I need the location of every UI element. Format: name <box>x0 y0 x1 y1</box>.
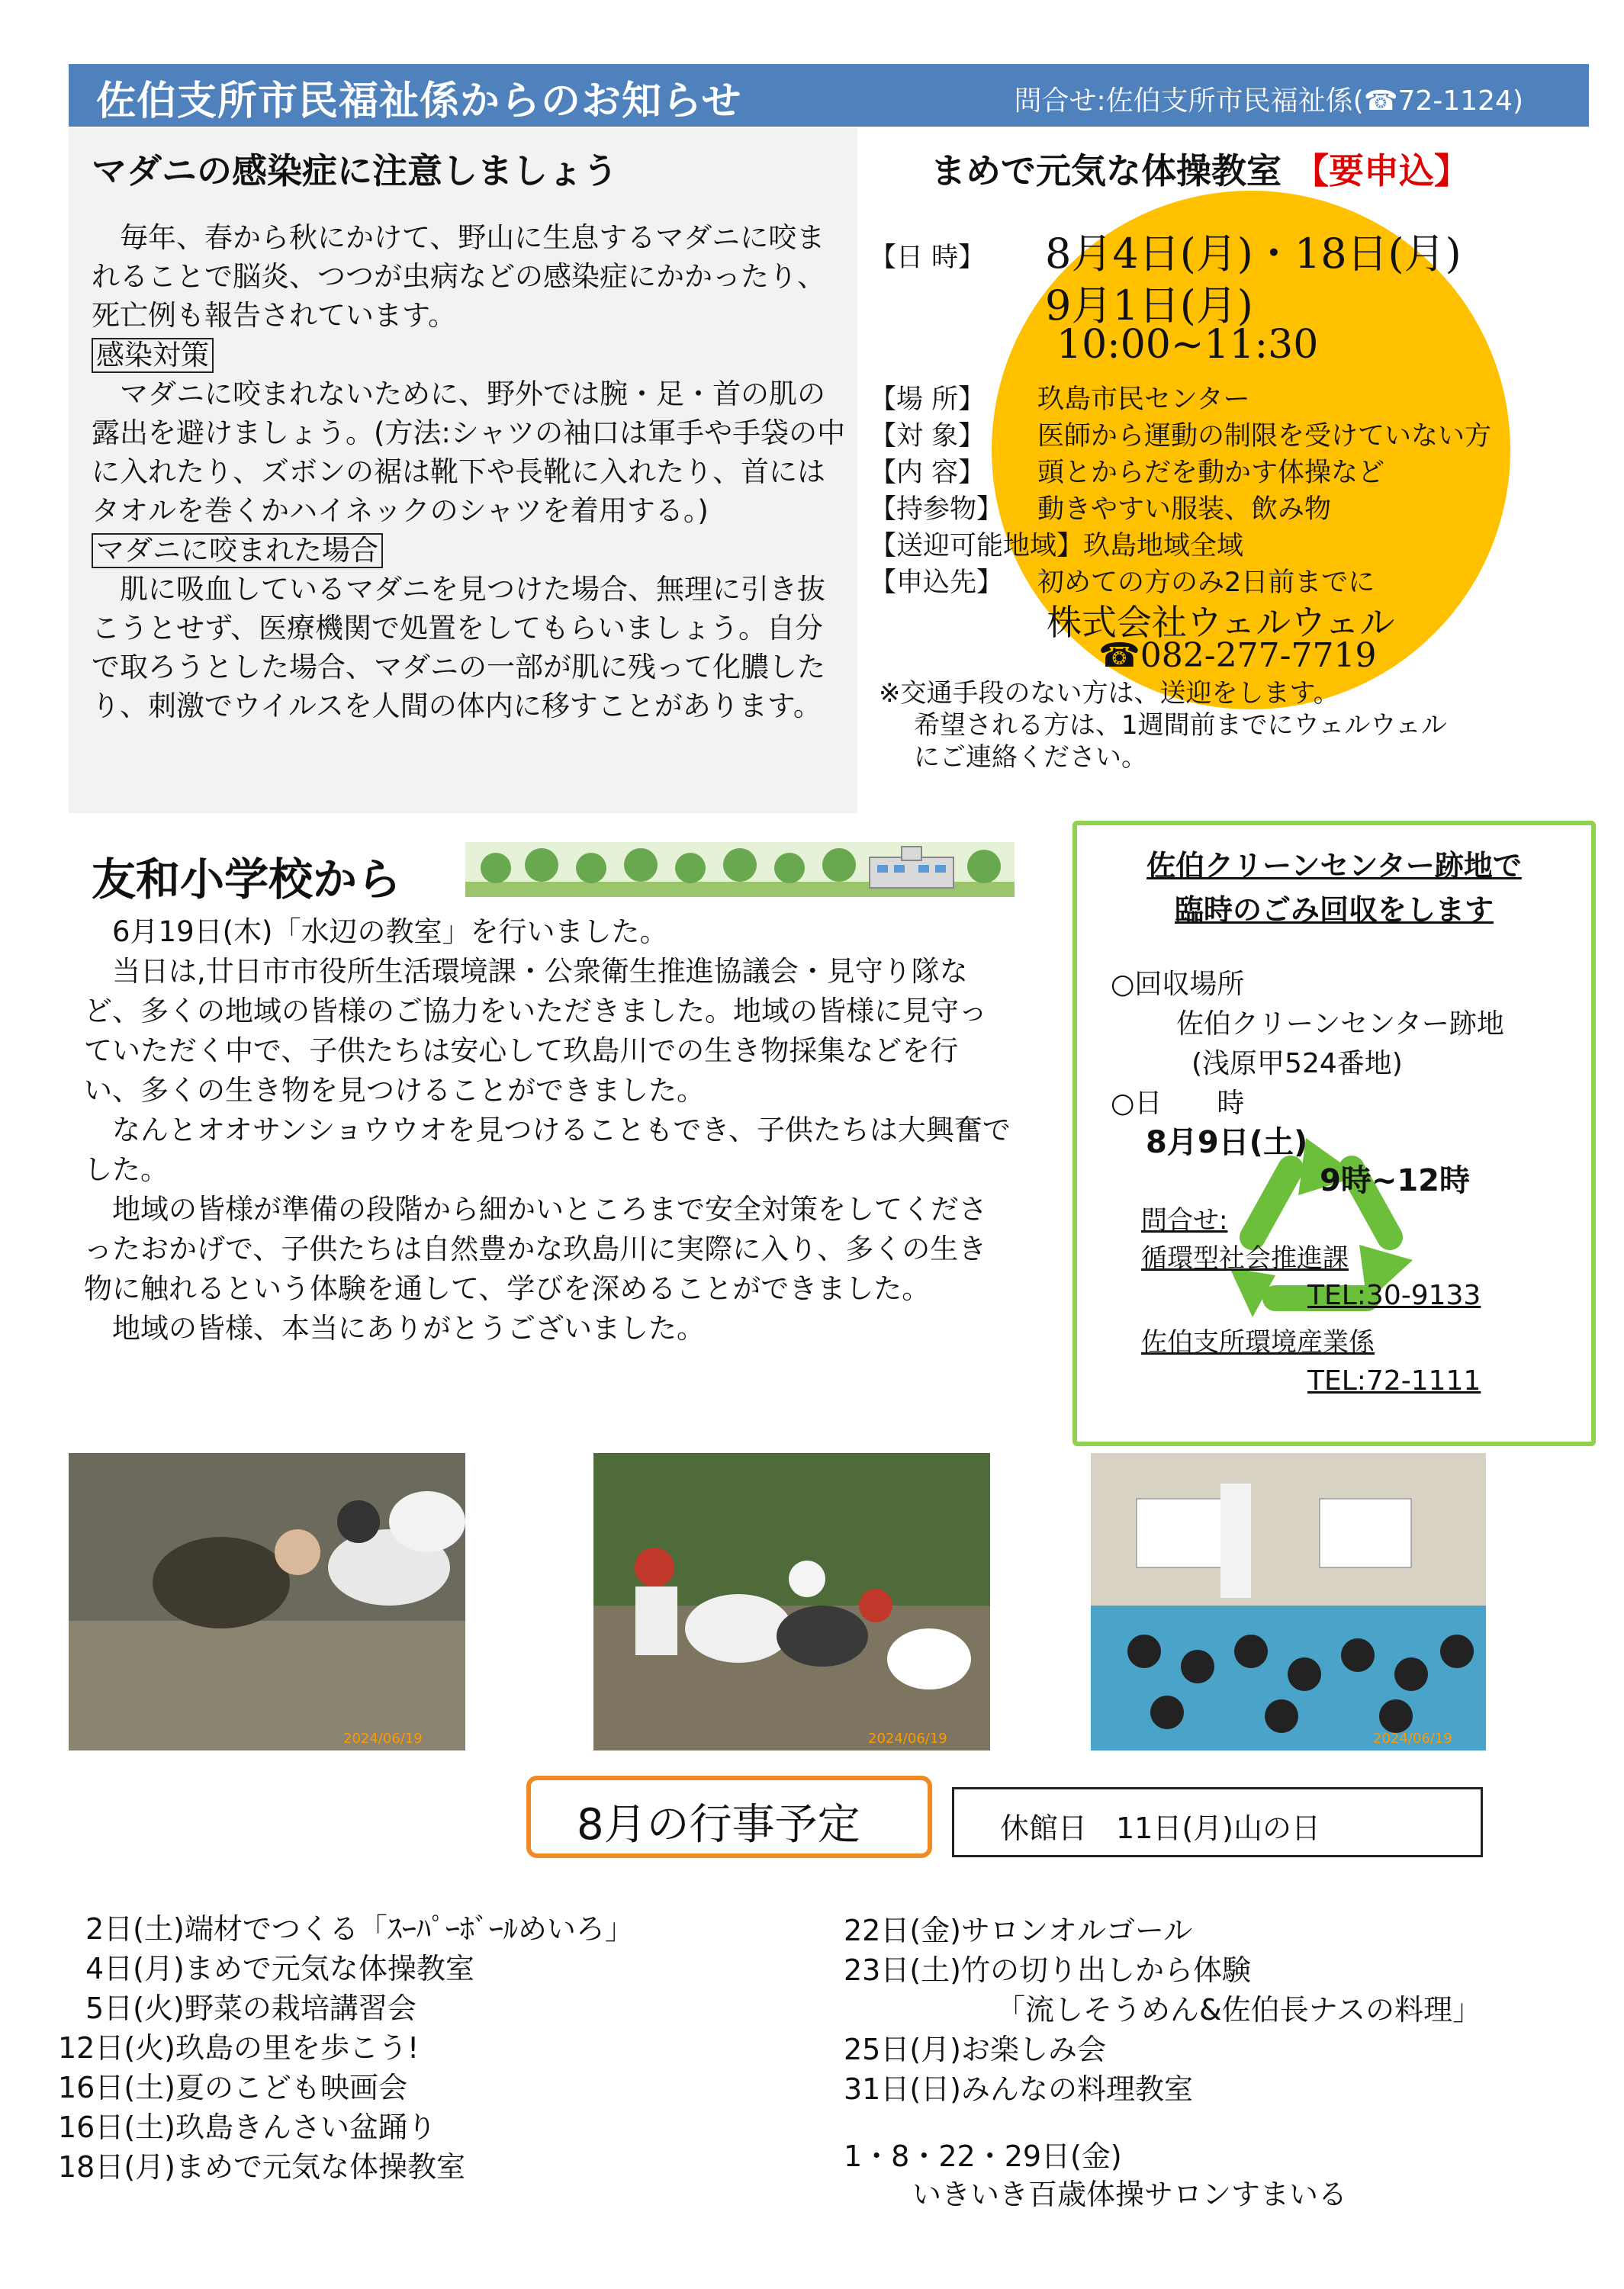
clean-heading1: 佐伯クリーンセンター跡地で <box>1146 849 1522 882</box>
holiday-box <box>952 1787 1483 1857</box>
photo-river-1 <box>69 1453 465 1751</box>
events-title: 8月の行事予定 <box>577 1800 860 1850</box>
exercise-place-label: 【場 所】 <box>870 384 986 415</box>
clean-date: 8月9日(土) <box>1146 1125 1308 1160</box>
event-item: 18日(月)まめで元気な体操教室 <box>58 2150 466 2184</box>
holiday-text: 休館日 11日(月)山の日 <box>1000 1812 1321 1845</box>
exercise-area-label: 【送迎可能地域】 <box>870 531 1084 561</box>
clean-heading2: 臨時のごみ回収をします <box>1174 893 1494 927</box>
exercise-phone: ☎082-277-7719 <box>1098 636 1377 675</box>
event-item: 「流しそうめん&佐伯長ナスの料理」 <box>996 1993 1482 2027</box>
banner-inquiry: 問合せ:佐伯支所市民福祉係(☎72-1124) <box>1014 85 1523 117</box>
clean-dept1: 循環型社会推進課 <box>1141 1243 1349 1274</box>
clean-tel1: TEL:30-9133 <box>1307 1280 1481 1311</box>
tick-title: マダニの感染症に注意しましょう <box>92 150 618 191</box>
tick-measures: マダニに咬まれないために、野外では腕・足・首の肌の露出を避けましょう。(方法:シャツの袖口は軍手や手袋の中に入れたり、ズボンの裾は靴下や長靴に入れたり、首にはタオルを巻くかハイネックのシャツを着用する。) <box>92 378 846 527</box>
exercise-bring-row <box>870 488 1331 526</box>
photo-gym <box>1091 1453 1486 1751</box>
exercise-content-label: 【内 容】 <box>870 458 986 488</box>
exercise-content-row <box>870 452 1384 490</box>
clean-center-notice <box>1072 821 1596 1446</box>
exercise-required-badge: 【要申込】 <box>1294 150 1470 191</box>
exercise-apply-row <box>870 561 1375 600</box>
school-p4: 地域の皆様が準備の段階から細かいところまで安全対策をしてくださったおかげで、子供たちは自然豊かな玖島川に実際に入り、多くの生き物に触れるという体験を通して、学びを深めることができました。 <box>84 1193 987 1305</box>
tick-article <box>69 128 857 813</box>
banner-title: 佐伯支所市民福祉係からのお知らせ <box>96 79 742 124</box>
exercise-place-row <box>870 378 1250 416</box>
exercise-note-line2: 希望される方は、1週間前までにウェルウェル <box>914 710 1447 741</box>
tick-bitten-label: マダニに咬まれた場合 <box>92 533 383 568</box>
exercise-title <box>931 143 1469 194</box>
exercise-date-label: 【日 時】 <box>870 243 986 273</box>
event-item: 1・8・22・29日(金) <box>844 2140 1122 2173</box>
event-item: 23日(土)竹の切り出しから体験 <box>844 1953 1252 1987</box>
exercise-target-label: 【対 象】 <box>870 421 986 452</box>
exercise-time: 10:00~11:30 <box>1056 322 1319 368</box>
photo3-date-stamp: 2024/06/19 <box>1373 1731 1452 1747</box>
photo2-date-stamp: 2024/06/19 <box>868 1731 947 1747</box>
exercise-note-line1: ※交通手段のない方は、送迎をします。 <box>879 678 1339 709</box>
school-p1: 6月19日(木)「水辺の教室」を行いました。 <box>112 915 668 948</box>
exercise-area-row <box>870 525 1243 563</box>
event-item: 16日(土)玖島きんさい盆踊り <box>58 2111 437 2144</box>
event-item: 31日(日)みんなの料理教室 <box>844 2072 1194 2106</box>
exercise-bring-label: 【持参物】 <box>870 494 1004 525</box>
photo1-date-stamp: 2024/06/19 <box>343 1731 423 1747</box>
event-item: いきいき百歳体操サロンすまいる <box>912 2178 1348 2211</box>
school-title: 友和小学校から <box>92 854 402 905</box>
clean-tel2: TEL:72-1111 <box>1307 1365 1481 1397</box>
exercise-note <box>879 677 1447 773</box>
exercise-article <box>870 128 1602 815</box>
school-banner-illustration <box>465 842 1015 897</box>
clean-date-label: ○日 時 <box>1111 1088 1245 1119</box>
exercise-note-line3: にご連絡ください。 <box>914 742 1147 773</box>
school-p3: なんとオオサンショウウオを見つけることもでき、子供たちは大興奮でした。 <box>84 1114 1011 1186</box>
section-banner <box>69 64 1589 127</box>
event-item: 25日(月)お楽しみ会 <box>844 2033 1107 2066</box>
tick-measures-label: 感染対策 <box>92 338 214 373</box>
tick-bitten: 肌に吸血しているマダニを見つけた場合、無理に引き抜こうとせず、医療機関で処置をしてもらいましょう。自分で取ろうとした場合、マダニの一部が肌に残って化膿したり、刺激でウイルスを人間の体内に移すことがあります。 <box>92 573 825 722</box>
exercise-apply: 初めての方のみ2日前までに <box>1037 567 1375 598</box>
clean-address: (浅原甲524番地) <box>1191 1048 1403 1079</box>
exercise-target: 医師から運動の制限を受けていない方 <box>1037 421 1492 452</box>
clean-time: 9時~12時 <box>1320 1163 1471 1198</box>
exercise-content: 頭とからだを動かす体操など <box>1037 458 1385 488</box>
exercise-target-row <box>870 415 1491 453</box>
exercise-title-text: まめで元気な体操教室 <box>931 150 1282 191</box>
clean-inquiry-label: 問合せ: <box>1141 1205 1228 1236</box>
exercise-area: 玖島地域全域 <box>1083 531 1244 561</box>
clean-place-label: ○回収場所 <box>1111 969 1245 1000</box>
event-item: 22日(金)サロンオルゴール <box>844 1914 1193 1947</box>
tick-body <box>92 218 847 725</box>
event-item: 2日(土)端材でつくる「ｽｰﾊﾟｰﾎﾞｰﾙめいろ」 <box>85 1912 634 1946</box>
event-item: 12日(火)玖島の里を歩こう! <box>58 2031 420 2065</box>
tick-intro: 毎年、春から秋にかけて、野山に生息するマダニに咬まれることで脳炎、つつが虫病などの感染症にかかったり、死亡例も報告されています。 <box>92 221 825 332</box>
event-item: 16日(土)夏のこども映画会 <box>58 2071 408 2104</box>
school-body <box>84 912 1015 1349</box>
exercise-bring: 動きやすい服装、飲み物 <box>1037 494 1332 525</box>
clean-place: 佐伯クリーンセンター跡地 <box>1176 1008 1504 1040</box>
clean-dept2: 佐伯支所環境産業係 <box>1141 1327 1375 1358</box>
events-title-box <box>526 1776 932 1858</box>
event-item: 5日(火)野菜の栽培講習会 <box>85 1992 416 2025</box>
exercise-company: 株式会社ウェルウェル <box>1047 602 1395 643</box>
event-item: 4日(月)まめで元気な体操教室 <box>85 1952 474 1985</box>
exercise-place: 玖島市民センター <box>1037 384 1250 415</box>
photo-river-2 <box>593 1453 990 1751</box>
exercise-apply-label: 【申込先】 <box>870 567 1004 598</box>
school-p2: 当日は,廿日市市役所生活環境課・公衆衛生推進協議会・見守り隊など、多くの地域の皆様のご協力をいただきました。地域の皆様に見守っていただく中で、子供たちは安心して玖島川での生き物採集などを行い、多くの生き物を見つけることができました。 <box>84 955 987 1107</box>
exercise-date-line1: 8月4日(月)・18日(月) <box>1045 230 1462 278</box>
school-p5: 地域の皆様、本当にありがとうございました。 <box>112 1312 705 1345</box>
exercise-date-line2: 9月1日(月) <box>1045 281 1253 330</box>
